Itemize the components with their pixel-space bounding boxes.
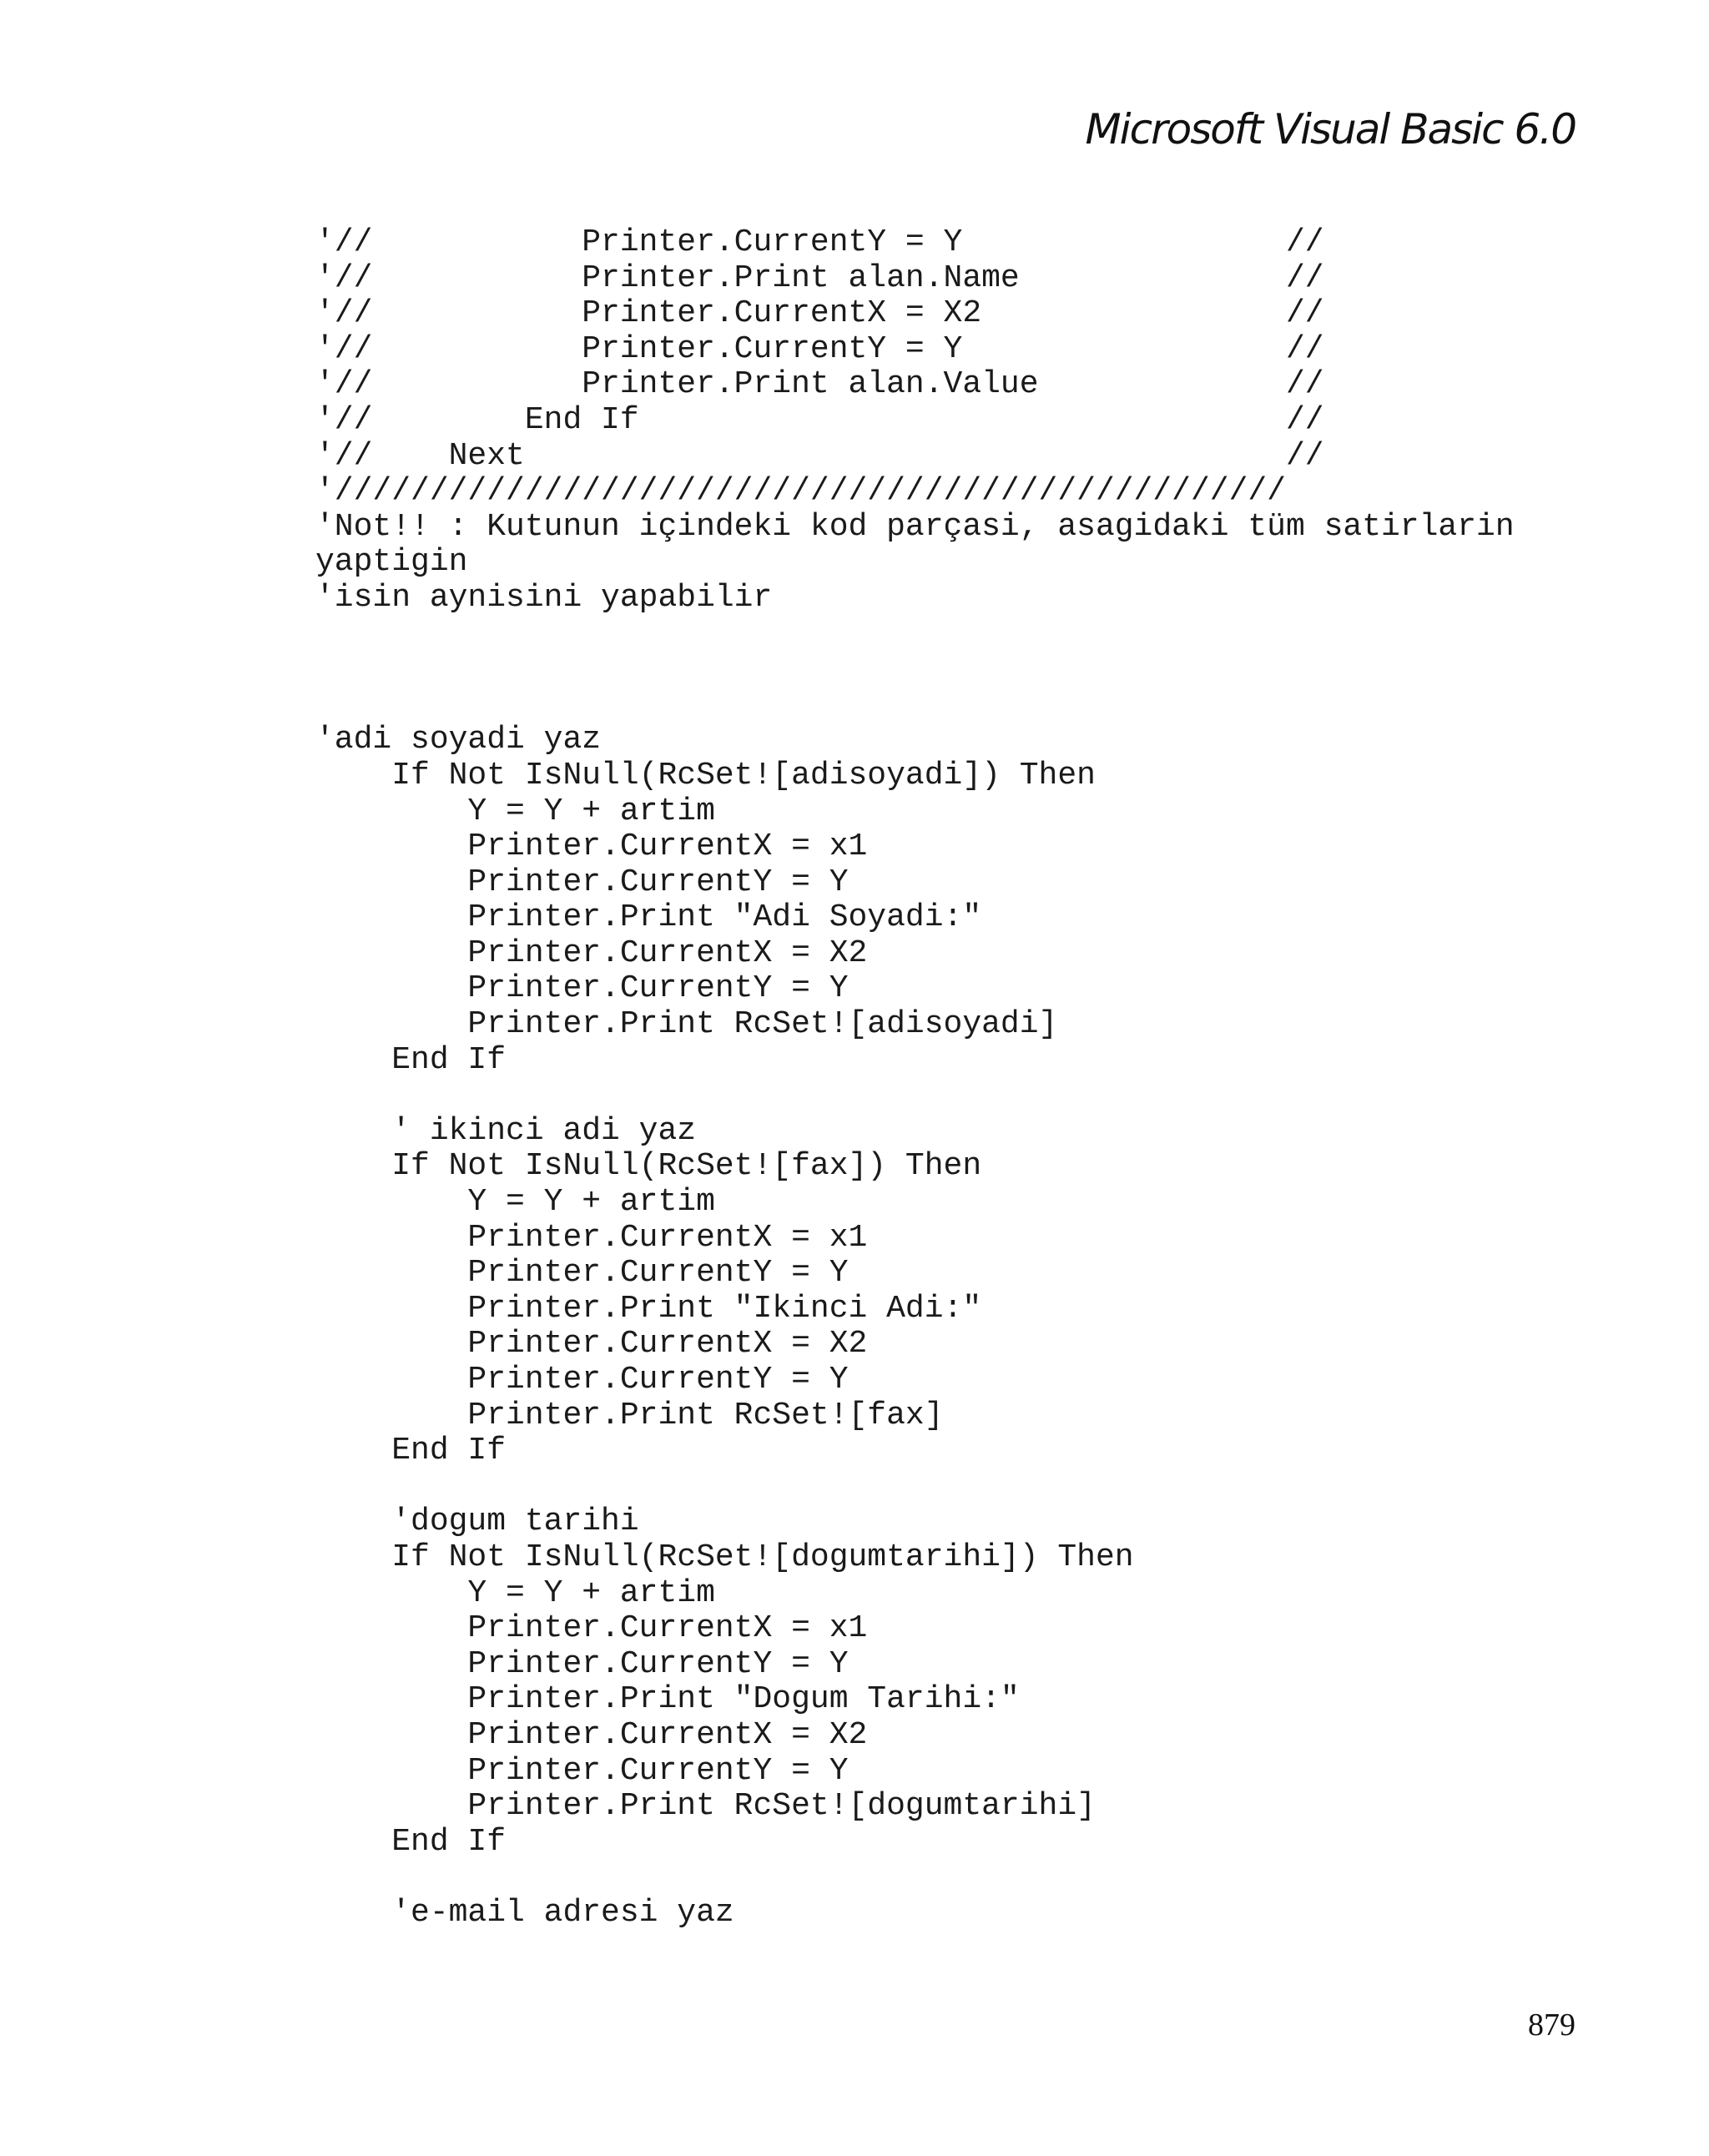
code-line: If Not IsNull(RcSet![dogumtarihi]) Then [315, 1539, 1134, 1575]
code-line [315, 1078, 1515, 1114]
code-line: Printer.CurrentX = x1 [315, 1219, 868, 1256]
code-line: '// Next // [315, 437, 1324, 474]
code-line: '// Printer.Print alan.Name // [315, 259, 1324, 296]
code-line: Printer.Print RcSet![fax] [315, 1397, 944, 1433]
code-line: End If [315, 1041, 507, 1078]
code-line: Printer.CurrentX = X2 [315, 934, 868, 971]
code-listing [315, 225, 1515, 1932]
code-line: '// End If // [315, 401, 1324, 438]
code-line: Printer.Print "Adi Soyadi:" [315, 899, 982, 936]
code-line: 'e-mail adresi yaz [315, 1894, 734, 1931]
code-line: 'isin aynisini yapabilir [315, 579, 773, 616]
code-line: Printer.Print "Ikinci Adi:" [315, 1290, 982, 1327]
code-line: Printer.CurrentY = Y [315, 970, 849, 1007]
code-line: '// Printer.CurrentY = Y // [315, 224, 1324, 260]
code-line: '// Printer.CurrentY = Y // [315, 330, 1324, 367]
code-line: If Not IsNull(RcSet![fax]) Then [315, 1148, 982, 1185]
code-line: If Not IsNull(RcSet![adisoyadi]) Then [315, 757, 1096, 793]
code-line: Printer.CurrentY = Y [315, 1752, 849, 1789]
code-line: Printer.Print RcSet![dogumtarihi] [315, 1788, 1096, 1825]
code-line [315, 1469, 1515, 1505]
code-line: Printer.CurrentX = x1 [315, 1610, 868, 1647]
code-line: Printer.CurrentX = X2 [315, 1716, 868, 1753]
running-header-title: Microsoft Visual Basic 6.0 [1085, 105, 1575, 154]
code-line: Printer.Print RcSet![adisoyadi] [315, 1006, 1058, 1043]
code-line: Printer.CurrentX = x1 [315, 829, 868, 865]
code-line: '// Printer.Print alan.Value // [315, 366, 1324, 403]
code-line: End If [315, 1823, 507, 1860]
code-line: Y = Y + artim [315, 793, 715, 829]
code-line: ' ikinci adi yaz [315, 1112, 697, 1149]
code-line [315, 688, 1515, 723]
code-line: 'dogum tarihi [315, 1504, 639, 1540]
code-line [315, 1860, 1515, 1896]
code-line: Printer.CurrentX = X2 [315, 1326, 868, 1363]
code-line [315, 617, 1515, 652]
code-line: Y = Y + artim [315, 1574, 715, 1611]
code-line: Y = Y + artim [315, 1184, 715, 1221]
code-line: 'Not!! : Kutunun içindeki kod parçasi, asagidaki tüm satirlarin [315, 508, 1515, 545]
code-line: yaptigin [315, 544, 468, 581]
page-number: 879 [1528, 2007, 1575, 2043]
code-line: Printer.CurrentY = Y [315, 1362, 849, 1398]
code-line: Printer.CurrentY = Y [315, 864, 849, 900]
code-line: 'adi soyadi yaz [315, 722, 602, 758]
code-line: '// Printer.CurrentX = X2 // [315, 295, 1324, 332]
code-line: Printer.CurrentY = Y [315, 1645, 849, 1682]
code-line: Printer.CurrentY = Y [315, 1255, 849, 1292]
code-line: '////////////////////////////////////////////////// [315, 473, 1286, 510]
code-line: Printer.Print "Dogum Tarihi:" [315, 1681, 1020, 1718]
code-line [315, 652, 1515, 688]
code-line: End If [315, 1433, 507, 1469]
